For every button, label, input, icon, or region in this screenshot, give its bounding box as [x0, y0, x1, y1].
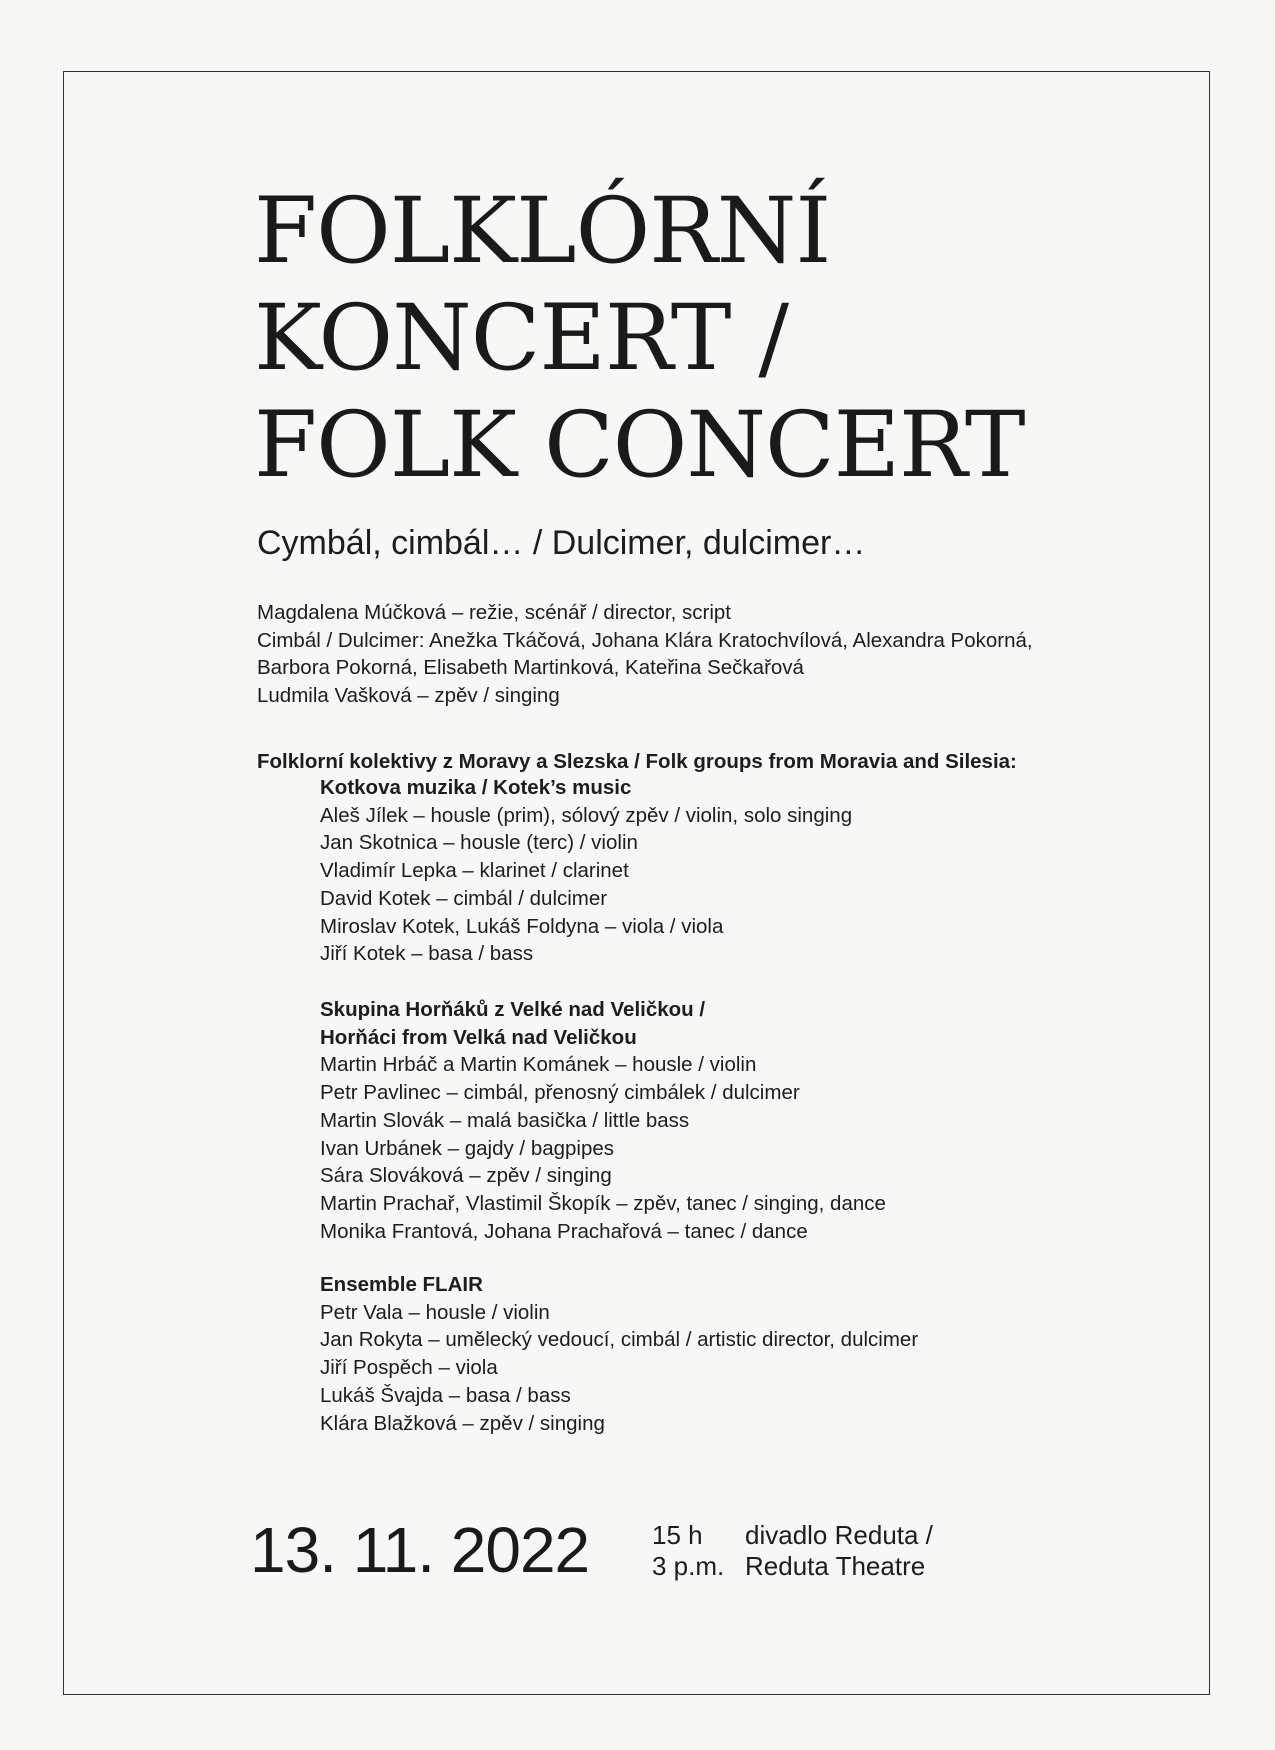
member-line: Ivan Urbánek – gajdy / bagpipes — [320, 1136, 615, 1160]
member-line: Martin Hrbáč a Martin Kománek – housle / violin — [320, 1053, 757, 1077]
member-line: Martin Slovák – malá basička / little bass — [320, 1108, 690, 1132]
group-name: Horňáci from Velká nad Veličkou — [320, 1025, 637, 1049]
event-time — [652, 1520, 724, 1582]
member-line: Jan Rokyta – umělecký vedoucí, cimbál / artistic director, dulcimer — [320, 1328, 919, 1352]
title-line-1: FOLKLÓRNÍ — [254, 179, 831, 284]
member-line: Petr Pavlinec – cimbál, přenosný cimbálek / dulcimer — [320, 1081, 800, 1105]
member-line: Vladimír Lepka – klarinet / clarinet — [320, 859, 629, 883]
member-line: Klára Blažková – zpěv / singing — [320, 1411, 605, 1435]
member-line: Miroslav Kotek, Lukáš Foldyna – viola / viola — [320, 914, 724, 938]
event-time-en: 3 p.m. — [652, 1551, 725, 1581]
member-line: Sára Slováková – zpěv / singing — [320, 1164, 612, 1188]
group-name: Skupina Horňáků z Velké nad Veličkou / — [320, 998, 706, 1021]
member-line: Monika Frantová, Johana Prachařová – tanec / dance — [320, 1219, 808, 1243]
member-line: Jan Skotnica – housle (terc) / violin — [320, 831, 638, 855]
credits-block — [257, 599, 1033, 710]
group-kotkova-muzika — [320, 774, 852, 968]
group-name: Ensemble FLAIR — [320, 1273, 483, 1296]
concert-subtitle: Cymbál, cimbál… / Dulcimer, dulcimer… — [257, 524, 866, 562]
member-line: David Kotek – cimbál / dulcimer — [320, 886, 608, 910]
groups-heading: Folklorní kolektivy z Moravy a Slezska / Folk groups from Moravia and Silesia: — [257, 750, 1017, 773]
group-hornaci — [320, 996, 886, 1245]
event-date: 13. 11. 2022 — [250, 1514, 590, 1586]
event-time-cz: 15 h — [652, 1520, 703, 1550]
credit-line: Cimbál / Dulcimer: Anežka Tkáčová, Johana Klára Kratochvílová, Alexandra Pokorná, — [257, 628, 1033, 652]
title-line-3: FOLK CONCERT — [254, 393, 1025, 498]
title-line-2: KONCERT / — [254, 286, 789, 391]
member-line: Martin Prachař, Vlastimil Škopík – zpěv, tanec / singing, dance — [320, 1191, 886, 1215]
member-line: Petr Vala – housle / violin — [320, 1300, 550, 1324]
event-venue — [745, 1520, 933, 1582]
member-line: Aleš Jílek – housle (prim), sólový zpěv / violin, solo singing — [320, 803, 853, 827]
member-line: Jiří Kotek – basa / bass — [320, 942, 534, 966]
concert-title — [254, 178, 1025, 499]
credit-line: Ludmila Vašková – zpěv / singing — [257, 684, 560, 708]
member-line: Lukáš Švajda – basa / bass — [320, 1383, 571, 1407]
credit-line: Barbora Pokorná, Elisabeth Martinková, Kateřina Sečkařová — [257, 656, 804, 680]
credit-line: Magdalena Múčková – režie, scénář / director, script — [257, 601, 731, 624]
member-line: Jiří Pospěch – viola — [320, 1356, 498, 1380]
group-name: Kotkova muzika / Kotek’s music — [320, 776, 632, 799]
group-ensemble-flair — [320, 1271, 918, 1437]
event-venue-cz: divadlo Reduta / — [745, 1520, 933, 1550]
event-venue-en: Reduta Theatre — [745, 1551, 926, 1581]
